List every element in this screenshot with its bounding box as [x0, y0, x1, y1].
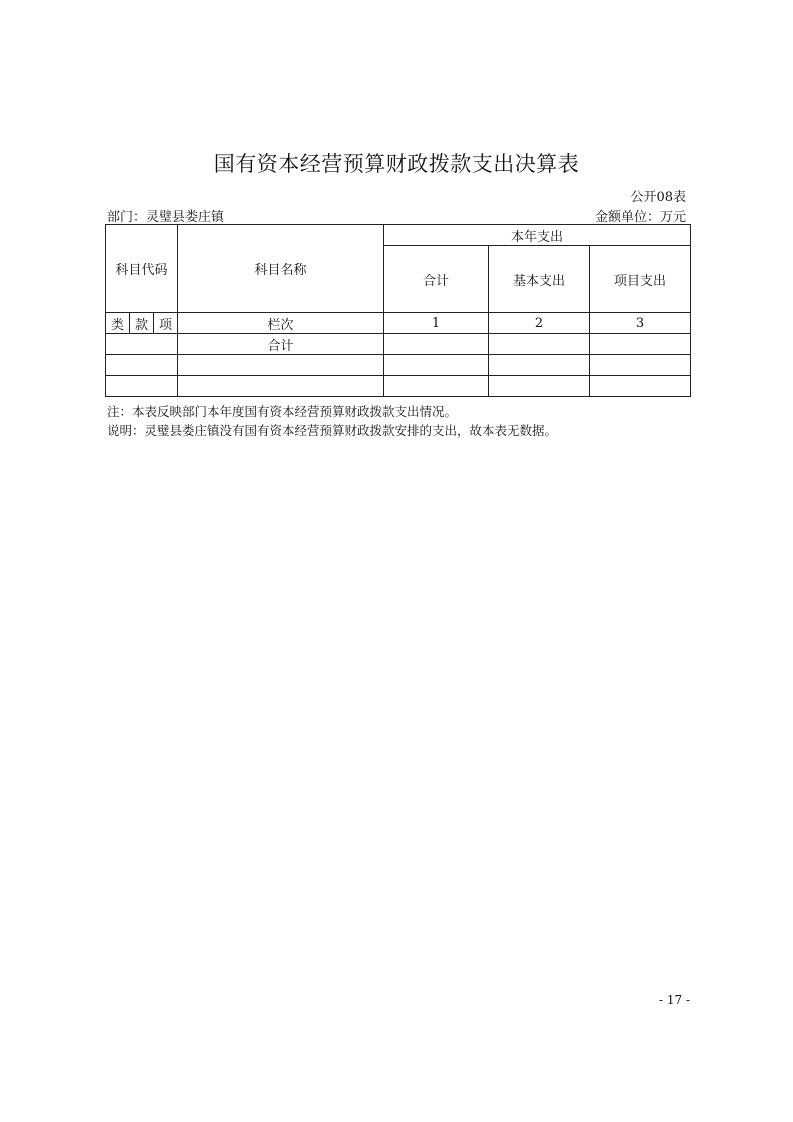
page-title: 国有资本经营预算财政拨款支出决算表 [213, 152, 580, 176]
empty-cell [590, 376, 691, 397]
form-code: 公开08表 [630, 190, 686, 205]
empty-cell [489, 355, 590, 376]
header-row-top [106, 225, 691, 246]
code-item-label: 项 [154, 313, 178, 334]
header-total: 合计 [384, 246, 489, 313]
total-value-cell [384, 334, 489, 355]
sequence-3: 3 [590, 313, 691, 334]
page-number: - 17 - [658, 993, 690, 1007]
table-row-empty [106, 376, 691, 397]
total-code-cell [106, 334, 178, 355]
code-class-label: 类 [106, 313, 130, 334]
sequence-label: 栏次 [178, 313, 384, 334]
empty-cell [384, 376, 489, 397]
code-section-label: 款 [130, 313, 154, 334]
total-row-label: 合计 [178, 334, 384, 355]
total-basic-cell [489, 334, 590, 355]
empty-cell [106, 355, 178, 376]
empty-cell [590, 355, 691, 376]
header-project-expenditure: 项目支出 [590, 246, 691, 313]
empty-cell [384, 355, 489, 376]
empty-cell [489, 376, 590, 397]
empty-cell [178, 376, 384, 397]
total-project-cell [590, 334, 691, 355]
empty-cell [178, 355, 384, 376]
header-current-year-expenditure: 本年支出 [384, 225, 691, 246]
header-subject-code: 科目代码 [106, 225, 178, 313]
amount-unit-label: 金额单位：万元 [594, 210, 686, 225]
table-explanation: 说明：灵璧县娄庄镇没有国有资本经营预算财政拨款安排的支出，故本表无数据。 [107, 423, 558, 438]
department-label: 部门：灵璧县娄庄镇 [107, 210, 225, 225]
sequence-2: 2 [489, 313, 590, 334]
table-row-empty [106, 355, 691, 376]
expenditure-table [105, 224, 691, 397]
header-subject-name: 科目名称 [178, 225, 384, 313]
sequence-1: 1 [384, 313, 489, 334]
empty-cell [106, 376, 178, 397]
table-row-total [106, 334, 691, 355]
header-basic-expenditure: 基本支出 [489, 246, 590, 313]
table-note: 注：本表反映部门本年度国有资本经营预算财政拨款支出情况。 [107, 404, 458, 419]
table-row-sequence [106, 313, 691, 334]
